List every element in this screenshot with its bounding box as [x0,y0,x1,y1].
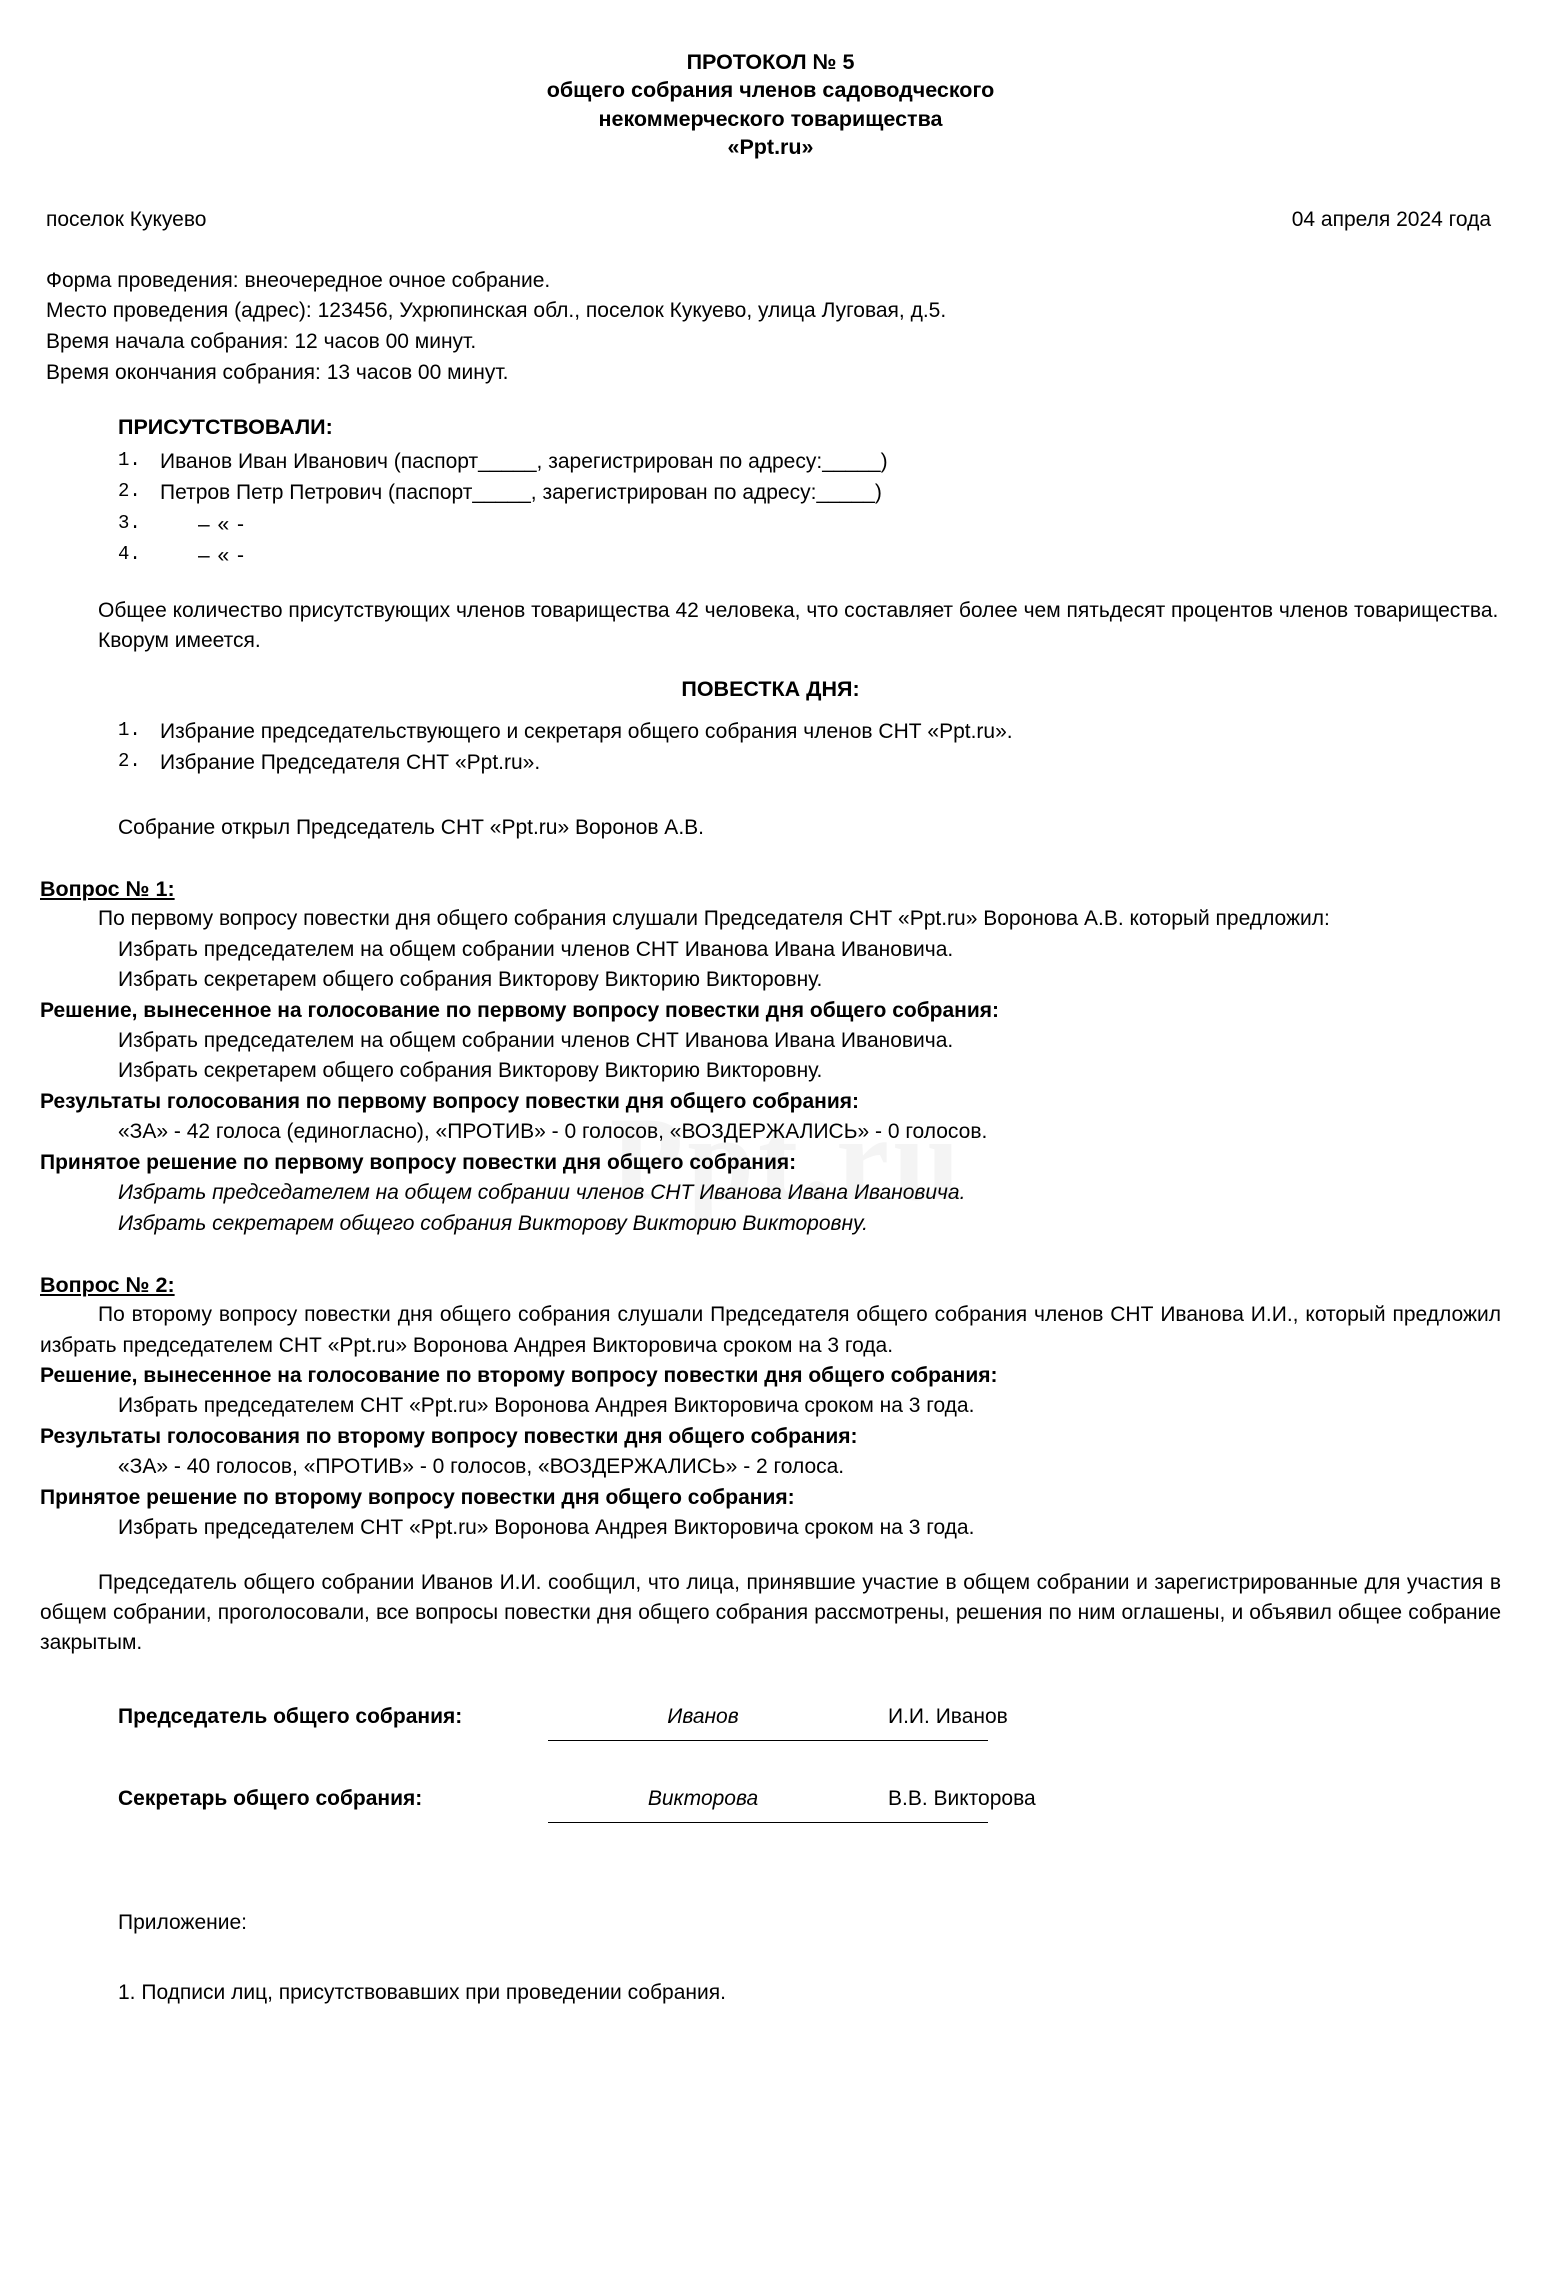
signature-label: Председатель общего собрания: [118,1704,463,1728]
list-item-text: Избрание Председателя СНТ «Ppt.ru». [160,751,541,775]
question-2-results: «ЗА» - 40 голосов, «ПРОТИВ» - 0 голосов, «ВОЗДЕРЖАЛИСЬ» - 2 голоса. [118,1455,845,1479]
question-2-decision-heading: Решение, вынесенное на голосование по второму вопросу повестки дня общего собрания: [40,1363,998,1387]
signature-label: Секретарь общего собрания: [118,1786,423,1810]
signature-name: В.В. Викторова [888,1786,1036,1810]
list-item-text: – « - [198,512,246,536]
signature-name: И.И. Иванов [888,1704,1008,1728]
question-1-accepted-1: Избрать председателем на общем собрании членов СНТ Иванова Ивана Ивановича. [118,1181,966,1205]
question-1-decision-heading: Решение, вынесенное на голосование по первому вопросу повестки дня общего собрания: [40,998,1000,1022]
list-item-number: 1. [118,718,141,741]
appendix-heading: Приложение: [118,1910,248,1934]
question-2-accepted-1: Избрать председателем СНТ «Ppt.ru» Воронова Андрея Викторовича сроком на 3 года. [118,1516,975,1540]
list-item-text: Избрание председательствующего и секретаря общего собрания членов СНТ «Ppt.ru». [160,719,1013,743]
meeting-end-time: Время окончания собрания: 13 часов 00 минут. [46,361,509,385]
list-item-number: 1. [118,448,141,471]
appendix-block [40,1911,1501,2005]
quorum-line: Кворум имеется. [98,629,261,653]
question-2-accepted-heading: Принятое решение по второму вопросу повестки дня общего собрания: [40,1485,795,1509]
list-item [118,509,1501,541]
title-line-1: ПРОТОКОЛ № 5 [686,50,855,74]
list-item [118,716,1501,748]
quorum-paragraph: Общее количество присутствующих членов товарищества 42 человека, что составляет более чем пятьдесят процентов членов товарищества. [98,598,1499,622]
opening-line: Собрание открыл Председатель СНТ «Ppt.ru» Воронов А.В. [118,815,704,839]
question-1-proposal-1: Избрать председателем на общем собрании членов СНТ Иванова Ивана Ивановича. [118,937,954,961]
question-2-intro: По второму вопросу повестки дня общего собрания слушали Председателя общего собрания членов СНТ Иванова И.И., который предложил избрать председателем СНТ «Ppt.ru» Воронова Андрея Викторовича сроком на 3 года. [40,1303,1501,1357]
list-item-text: – « - [198,544,246,568]
signature-block-secretary [40,1787,1501,1823]
question-1-accepted-2: Избрать секретарем общего собрания Викторову Викторию Викторовну. [118,1211,868,1235]
document-title [40,48,1501,162]
agenda-heading: ПОВЕСТКА ДНЯ: [681,676,860,701]
attendees-heading: ПРИСУТСТВОВАЛИ: [118,414,333,439]
date-text: 04 апреля 2024 года [1291,207,1491,231]
question-2-decision-1: Избрать председателем СНТ «Ppt.ru» Воронова Андрея Викторовича сроком на 3 года. [118,1394,975,1418]
signature-line [548,1739,988,1741]
question-2-heading: Вопрос № 2: [40,1273,175,1298]
title-line-4: «Ppt.ru» [727,135,814,160]
question-1-intro: По первому вопросу повестки дня общего собрания слушали Председателя СНТ «Ppt.ru» Воронова А.В. который предложил: [98,907,1330,931]
signature-handwriting: Иванов [667,1704,739,1728]
signature-handwriting: Викторова [647,1786,759,1810]
signature-block-chairman [40,1705,1501,1741]
question-1-results-heading: Результаты голосования по первому вопросу повестки дня общего собрания: [40,1089,860,1113]
list-item [118,747,1501,779]
list-item [118,446,1501,478]
place-date-row [40,208,1501,232]
question-1-decision-2: Избрать секретарем общего собрания Викторову Викторию Викторовну. [118,1059,823,1083]
closing-paragraph: Председатель общего собрании Иванов И.И. сообщил, что лица, принявшие участие в общем собрании и зарегистрированные для участия в общем собрании, проголосовали, все вопросы повестки дня общего собрания рассмотрены, решения по ним оглашены, и объявил общее собрание закрытым. [40,1570,1501,1655]
list-item-number: 2. [118,750,141,773]
attendees-list [118,446,1501,572]
list-item-number: 2. [118,480,141,503]
question-1-results: «ЗА» - 42 голоса (единогласно), «ПРОТИВ» - 0 голосов, «ВОЗДЕРЖАЛИСЬ» - 0 голосов. [118,1120,988,1144]
list-item-number: 4. [118,543,141,566]
list-item [118,540,1501,572]
question-1-heading: Вопрос № 1: [40,877,175,902]
question-1-accepted-heading: Принятое решение по первому вопросу повестки дня общего собрания: [40,1150,797,1174]
question-1-decision-1: Избрать председателем на общем собрании членов СНТ Иванова Ивана Ивановича. [118,1029,954,1052]
meeting-address: Место проведения (адрес): 123456, Ухрюпинская обл., поселок Кукуево, улица Луговая, д.5. [46,299,947,323]
meeting-start-time: Время начала собрания: 12 часов 00 минут. [46,330,477,354]
meeting-details [40,266,1501,389]
signature-row [40,1705,1501,1729]
list-item-number: 3. [118,511,141,534]
signature-line [548,1821,988,1823]
title-line-3: некоммерческого товарищества [598,106,943,131]
agenda-list [118,716,1501,779]
question-2-results-heading: Результаты голосования по второму вопросу повестки дня общего собрания: [40,1424,858,1448]
meeting-form: Форма проведения: внеочередное очное собрание. [46,268,551,292]
signature-row [40,1787,1501,1811]
question-1-proposal-2: Избрать секретарем общего собрания Викторову Викторию Викторовну. [118,968,823,992]
title-line-2: общего собрания членов садоводческого [546,78,995,103]
place-text: поселок Кукуево [46,207,207,231]
appendix-item: 1. Подписи лиц, присутствовавших при проведении собрания. [118,1980,726,2004]
list-item [118,477,1501,509]
list-item-text: Петров Петр Петрович (паспорт_____, зарегистрирован по адресу:_____) [160,481,882,505]
list-item-text: Иванов Иван Иванович (паспорт_____, зарегистрирован по адресу:_____) [160,449,888,473]
